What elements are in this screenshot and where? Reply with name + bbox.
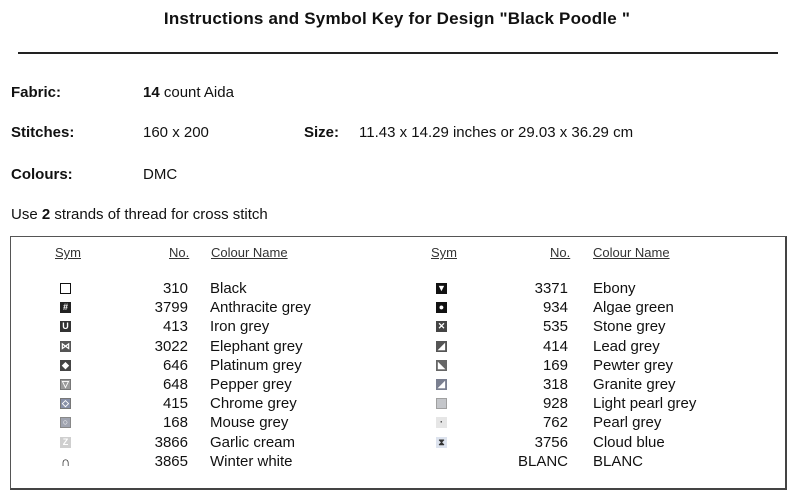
- slash-triangle-icon: ◢: [436, 341, 447, 352]
- colour-number: 3866: [154, 434, 188, 451]
- colour-number: BLANC: [517, 453, 568, 470]
- bowtie-icon: ⋈: [61, 341, 70, 351]
- fabric-value: [143, 84, 234, 101]
- key-row: [11, 280, 785, 299]
- colour-number: 414: [542, 338, 568, 355]
- instruction-pre: Use: [11, 206, 42, 223]
- hash-icon: #: [60, 302, 71, 313]
- ring-icon: ●: [436, 302, 447, 313]
- colour-number: 3756: [534, 434, 568, 451]
- colour-number: 928: [542, 395, 568, 412]
- triangle-down-icon: ▽: [60, 379, 71, 390]
- instruction-strands: 2: [41, 206, 51, 223]
- fabric-count: 14: [143, 84, 160, 101]
- corner-triangle-icon: ◣: [436, 360, 447, 371]
- colour-name: Light pearl grey: [593, 395, 697, 412]
- title-divider: [18, 52, 778, 54]
- colour-name: Elephant grey: [210, 338, 303, 355]
- blank-icon: [436, 456, 447, 467]
- colour-name: Pewter grey: [593, 357, 674, 374]
- colour-name: Pearl grey: [593, 414, 662, 431]
- sym-header-right: Sym: [431, 245, 457, 260]
- colour-number: 762: [542, 414, 568, 431]
- colour-number: 646: [162, 357, 188, 374]
- colour-number: 3022: [154, 338, 188, 355]
- colour-number: 310: [162, 280, 188, 297]
- stitches-value: 160 x 200: [143, 124, 209, 141]
- colour-name-header-right: Colour Name: [593, 245, 670, 260]
- colour-number: 535: [542, 318, 568, 335]
- colour-number: 934: [542, 299, 568, 316]
- key-row: [11, 338, 785, 357]
- fabric-label: Fabric:: [11, 84, 62, 101]
- size-label: Size:: [304, 124, 340, 141]
- key-row: [11, 395, 785, 414]
- hourglass-icon: ⧗: [436, 437, 447, 448]
- dot-icon: ·: [436, 417, 447, 428]
- fabric-rest: count Aida: [159, 84, 234, 101]
- colour-number: 3865: [154, 453, 188, 470]
- arch-icon: ∩: [60, 454, 71, 469]
- instruction-post: strands of thread for cross stitch: [50, 206, 268, 223]
- colour-name-header-left: Colour Name: [211, 245, 288, 260]
- key-row: [11, 357, 785, 376]
- key-row: [11, 299, 785, 318]
- colour-name: Cloud blue: [593, 434, 665, 451]
- colour-name: Granite grey: [593, 376, 676, 393]
- no-header-right: No.: [550, 245, 571, 260]
- sym-header-left: Sym: [55, 245, 81, 260]
- page-title: Instructions and Symbol Key for Design "Black Poodle ": [163, 9, 631, 28]
- light-square-icon: [436, 398, 447, 409]
- stitches-label: Stitches:: [11, 124, 75, 141]
- colour-name: Ebony: [593, 280, 636, 297]
- colour-name: Chrome grey: [210, 395, 297, 412]
- colour-name: Lead grey: [593, 338, 660, 355]
- colour-name: Stone grey: [593, 318, 666, 335]
- key-row: [11, 414, 785, 433]
- colour-name: Algae green: [593, 299, 674, 316]
- key-row: [11, 453, 785, 472]
- colour-name: BLANC: [593, 453, 644, 470]
- colour-number: 3371: [534, 280, 568, 297]
- key-row: [11, 318, 785, 337]
- symbol-key-table: [10, 236, 787, 490]
- wedge-icon: ◢: [436, 379, 447, 390]
- diamond-icon: ◆: [60, 360, 71, 371]
- colour-name: Mouse grey: [210, 414, 289, 431]
- colour-name: Black: [210, 280, 247, 297]
- size-value: 11.43 x 14.29 inches or 29.03 x 36.29 cm: [359, 124, 634, 141]
- shield-icon: ▼: [437, 283, 446, 293]
- colour-name: Platinum grey: [210, 357, 302, 374]
- small-diamond-icon: ◇: [60, 398, 71, 409]
- thread-instruction: [11, 206, 268, 223]
- x-box-icon: ✕: [437, 321, 446, 331]
- key-row: [11, 434, 785, 453]
- colours-label: Colours:: [11, 166, 73, 183]
- colour-number: 648: [162, 376, 188, 393]
- colour-name: Pepper grey: [210, 376, 292, 393]
- u-box-icon: U: [60, 321, 71, 332]
- colour-number: 169: [542, 357, 568, 374]
- circle-icon: ○: [60, 417, 71, 428]
- colour-number: 168: [162, 414, 188, 431]
- colour-number: 318: [542, 376, 568, 393]
- colour-name: Garlic cream: [210, 434, 296, 451]
- colours-value: DMC: [143, 166, 178, 183]
- z-icon: Z: [60, 437, 71, 448]
- colour-number: 413: [162, 318, 188, 335]
- colour-number: 415: [162, 395, 188, 412]
- key-row: [11, 376, 785, 395]
- no-header-left: No.: [169, 245, 190, 260]
- colour-name: Iron grey: [210, 318, 270, 335]
- colour-number: 3799: [154, 299, 188, 316]
- colour-name: Anthracite grey: [210, 299, 311, 316]
- colour-name: Winter white: [210, 453, 293, 470]
